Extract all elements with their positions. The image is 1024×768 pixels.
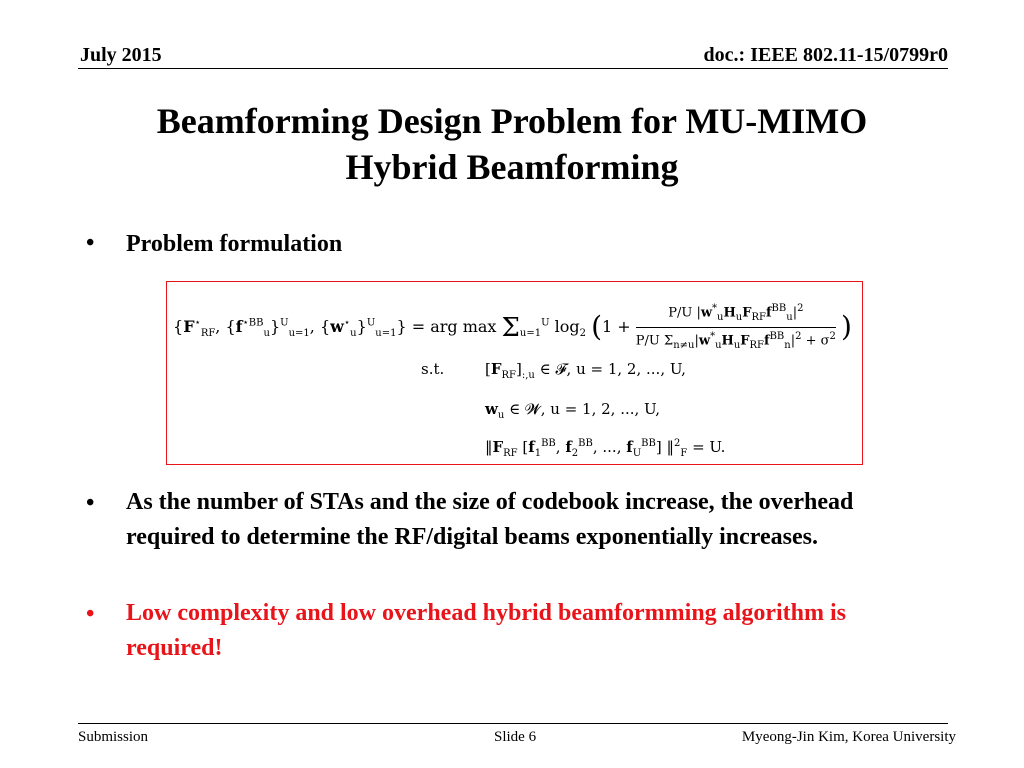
header-date: July 2015 xyxy=(80,44,162,66)
slide-title-line2: Hybrid Beamforming xyxy=(345,147,679,187)
bullet-marker-3: • xyxy=(86,601,95,627)
bullet-text-3: Low complexity and low overhead hybrid beamformming algorithm is required! xyxy=(126,600,846,661)
footer-slide-number: Slide 6 xyxy=(494,729,537,745)
formula-constraint-1: $[F_{RF}]_{:,u}$ ∈ 𝓕, u = 1, 2, ..., U, xyxy=(485,360,686,381)
bullet-marker-2: • xyxy=(86,490,95,516)
formula-objective: {$F^⋆_{RF}$, $\{f^{⋆BB}_u\}^U_{u=1}$, $\{w^⋆_u\}^U_{u=1}$} = arg $\max \Sigma_{u=1}^U$ $\log_2 (1$ + P/U $|w^*_uH_uF_{RF}f^{BB}_u|^2$ P/U $\Sigma_{n\ne u}|w^*_uH_uF_{RF}f^{BB}_n|^2 + \sigma^2$ ) xyxy=(173,300,857,355)
footer-submission: Submission xyxy=(78,729,149,745)
header-rule xyxy=(78,68,948,69)
formula-st-label: s.t. xyxy=(421,360,445,378)
bullet-text-1: Problem formulation xyxy=(126,231,343,257)
bullet-text-2: As the number of STAs and the size of codebook increase, the overhead required to determine the RF/digital beams exponentially increases. xyxy=(126,489,854,550)
slide-title-line1: Beamforming Design Problem for MU-MIMO xyxy=(156,101,868,141)
formula-constraint-2: $w_u$ ∈ 𝓦, u = 1, 2, ..., U, xyxy=(485,400,661,421)
bullet-marker-1: • xyxy=(86,230,95,256)
header-doc-id: doc.: IEEE 802.11-15/0799r0 xyxy=(703,44,948,66)
slide-title xyxy=(0,98,1024,190)
formula-box xyxy=(166,281,863,465)
footer-author: Myeong-Jin Kim, Korea University xyxy=(741,729,956,745)
formula-constraint-3: $‖F_{RF}$ [$f_1^{BB}$, $f_2^{BB}$, ..., $f_U^{BB}$] ‖$^2_F$ = U. xyxy=(485,438,726,459)
footer-rule xyxy=(78,723,948,724)
